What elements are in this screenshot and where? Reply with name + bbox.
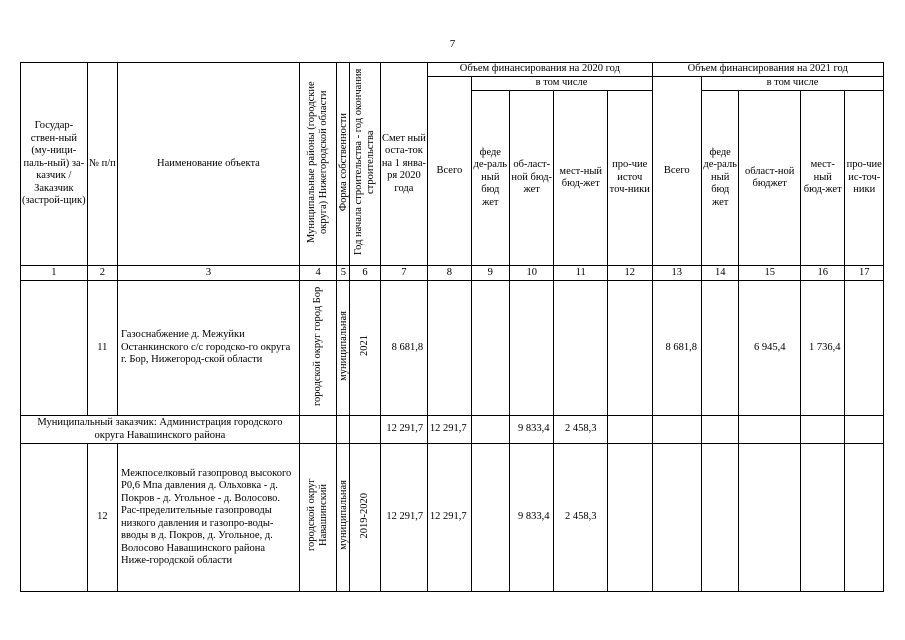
subtotal-remainder: 12 291,7 [380, 416, 427, 444]
cell-empty [337, 416, 350, 444]
col-num: 16 [801, 266, 845, 281]
column-numbers-row [21, 266, 884, 281]
header-incl-2020: в том числе [471, 77, 652, 91]
cell-empty [471, 416, 509, 444]
cell-empty [739, 416, 801, 444]
col-num: 17 [845, 266, 884, 281]
header-regional-2020: об-ласт-ной бюд-жет [510, 91, 554, 266]
cell-ownership: муниципальная [337, 444, 350, 592]
header-federal-2020: феде де-раль ный бюд жет [471, 91, 509, 266]
header-district: Муниципальные районы (городские округа) Нижегородской области [299, 63, 336, 266]
header-fin-2020: Объем финансирования на 2020 год [428, 63, 652, 77]
header-fin-2021: Объем финансирования на 2021 год [652, 63, 884, 77]
col-num: 11 [554, 266, 608, 281]
header-num: № п/п [87, 63, 117, 266]
cell-remainder: 12 291,7 [380, 444, 427, 592]
header-other-2021: про-чие ис-точ-ники [845, 91, 884, 266]
cell-local-2021: 1 736,4 [801, 281, 845, 416]
col-num: 15 [739, 266, 801, 281]
cell-local-2020 [554, 281, 608, 416]
cell-federal-2021 [702, 444, 739, 592]
header-object: Наименование объекта [118, 63, 300, 266]
header-ownership: Форма собственности [337, 63, 350, 266]
cell-empty [702, 416, 739, 444]
col-num: 8 [428, 266, 471, 281]
table-row [21, 281, 884, 416]
header-incl-2021: в том числе [702, 77, 884, 91]
cell-empty [299, 416, 336, 444]
subtotal-label: Муниципальный заказчик: Администрация городского округа Навашинского района [21, 416, 300, 444]
header-years: Год начала строительства - год окончания строительства [350, 63, 380, 266]
cell-total-2021 [652, 444, 702, 592]
cell-regional-2021: 6 945,4 [739, 281, 801, 416]
header-other-2020: про-чие источ точ-ники [608, 91, 653, 266]
header-total-2020: Всего [428, 77, 471, 266]
cell-federal-2020 [471, 281, 509, 416]
cell-ownership: муниципальная [337, 281, 350, 416]
cell-regional-2020 [510, 281, 554, 416]
cell-empty [350, 416, 380, 444]
cell-total-2020 [428, 281, 471, 416]
cell-num: 12 [87, 444, 117, 592]
col-num: 4 [299, 266, 336, 281]
cell-total-2021: 8 681,8 [652, 281, 702, 416]
cell-years: 2019-2020 [350, 444, 380, 592]
cell-regional-2020: 9 833,4 [510, 444, 554, 592]
col-num: 5 [337, 266, 350, 281]
subtotal-regional: 9 833,4 [510, 416, 554, 444]
col-num: 14 [702, 266, 739, 281]
header-local-2021: мест-ный бюд-жет [801, 91, 845, 266]
cell-other-2021 [845, 281, 884, 416]
header-federal-2021: феде де-раль ный бюд жет [702, 91, 739, 266]
page-number: 7 [449, 38, 456, 50]
col-num: 3 [118, 266, 300, 281]
cell-num: 11 [87, 281, 117, 416]
cell-other-2021 [845, 444, 884, 592]
cell-customer [21, 444, 88, 592]
cell-remainder: 8 681,8 [380, 281, 427, 416]
financing-table [20, 62, 884, 592]
col-num: 12 [608, 266, 653, 281]
cell-empty [608, 416, 653, 444]
subtotal-row [21, 416, 884, 444]
cell-other-2020 [608, 444, 653, 592]
header-local-2020: мест-ный бюд-жет [554, 91, 608, 266]
cell-local-2021 [801, 444, 845, 592]
header-remainder: Смет ный оста-ток на 1 янва-ря 2020 года [380, 63, 427, 266]
col-num: 13 [652, 266, 702, 281]
header-total-2021: Всего [652, 77, 702, 266]
col-num: 1 [21, 266, 88, 281]
header-regional-2021: област-ной бюджет [739, 91, 801, 266]
cell-other-2020 [608, 281, 653, 416]
cell-empty [845, 416, 884, 444]
cell-federal-2021 [702, 281, 739, 416]
cell-total-2020: 12 291,7 [428, 444, 471, 592]
col-num: 6 [350, 266, 380, 281]
cell-years: 2021 [350, 281, 380, 416]
table-row [21, 444, 884, 592]
header-customer: Государ-ствен-ный (му-ници-паль-ный) за-казчик / Заказчик (застрой-щик) [21, 63, 88, 266]
subtotal-total: 12 291,7 [428, 416, 471, 444]
col-num: 10 [510, 266, 554, 281]
cell-district: городской округ город Бор [299, 281, 336, 416]
cell-district: городской округ Навашинский [299, 444, 336, 592]
col-num: 9 [471, 266, 509, 281]
cell-regional-2021 [739, 444, 801, 592]
cell-federal-2020 [471, 444, 509, 592]
cell-empty [801, 416, 845, 444]
cell-empty [652, 416, 702, 444]
cell-object: Газоснабжение д. Межуйки Останкинского с/с городско-го округа г. Бор, Нижегород-ской области [118, 281, 300, 416]
col-num: 2 [87, 266, 117, 281]
cell-object: Межпоселковый газопровод высокого Р0,6 Мпа давления д. Ольховка - д. Покров - д. Угольное - д. Волосово. Рас-пределительные газопроводы низкого давления и газопро-воды-вводы в д. Покров, д. Угольное, д. Волосово Навашинского района Ниже-городской области [118, 444, 300, 592]
col-num: 7 [380, 266, 427, 281]
cell-local-2020: 2 458,3 [554, 444, 608, 592]
cell-customer [21, 281, 88, 416]
subtotal-local: 2 458,3 [554, 416, 608, 444]
